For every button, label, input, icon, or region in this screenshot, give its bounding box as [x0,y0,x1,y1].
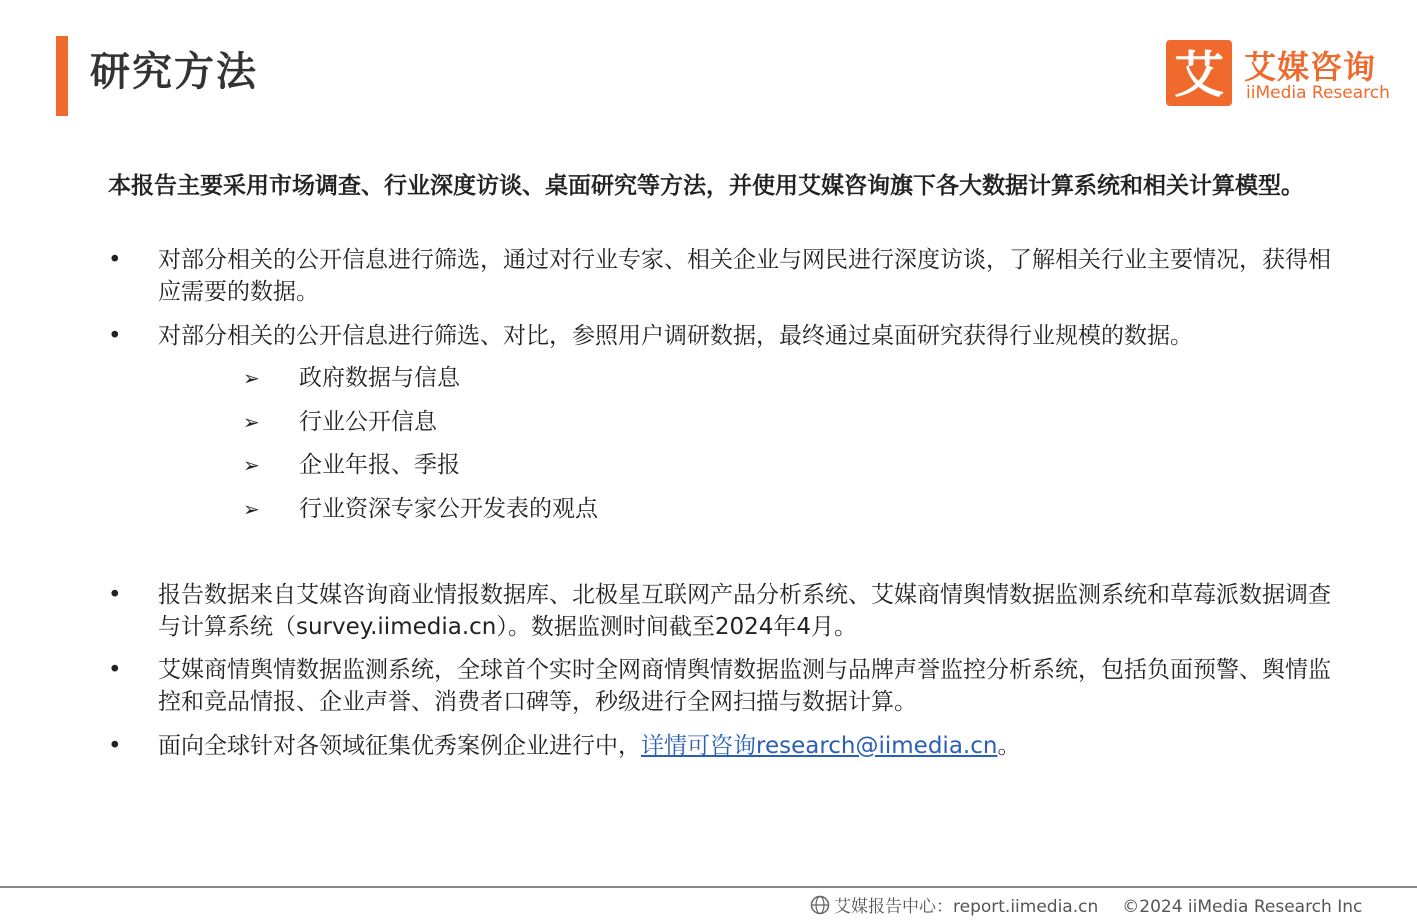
sub-item-text: 政府数据与信息 [299,365,460,391]
brand-logo [1166,38,1396,108]
footer [810,892,1362,920]
logo-mark-icon [1166,40,1232,106]
bullet-dot: • [108,247,122,273]
contact-email-link[interactable]: 详情可咨询research@iimedia.cn [641,733,998,759]
title-accent-bar [56,36,68,116]
arrow-bullet-icon: ➢ [243,497,260,521]
sub-item-text: 行业资深专家公开发表的观点 [299,496,598,522]
bullet-text: 报告数据来自艾媒咨询商业情报数据库、北极星互联网产品分析系统、艾媒商情舆情数据监测系统和草莓派数据调查与计算系统（survey.iimedia.cn）。数据监测时间截至2024年4月。 [158,582,1331,640]
page-title: 研究方法 [90,49,258,95]
bullet-dot: • [108,582,122,608]
logo-en-name: iiMedia Research [1246,83,1390,103]
bullet-dot: • [108,733,122,759]
contact-suffix: 。 [997,733,1021,759]
bullet-text: 对部分相关的公开信息进行筛选、对比，参照用户调研数据，最终通过桌面研究获得行业规模的数据。 [158,323,1193,349]
sub-item-text: 行业公开信息 [299,409,437,435]
footer-copyright: ©2024 iiMedia Research Inc [1122,897,1363,917]
arrow-bullet-icon: ➢ [243,453,260,477]
logo-cn-name: 艾媒咨询 [1244,48,1377,86]
arrow-bullet-icon: ➢ [243,366,260,390]
bullet-text: 对部分相关的公开信息进行筛选，通过对行业专家、相关企业与网民进行深度访谈，了解相关行业主要情况，获得相应需要的数据。 [158,247,1331,305]
intro-paragraph: 本报告主要采用市场调查、行业深度访谈、桌面研究等方法，并使用艾媒咨询旗下各大数据计算系统和相关计算模型。 [108,173,1304,199]
contact-prefix: 面向全球针对各领域征集优秀案例企业进行中， [158,733,641,759]
footer-report-center: 艾媒报告中心：report.iimedia.cn [834,897,1099,917]
bullet-text [158,730,1348,762]
arrow-bullet-icon: ➢ [243,410,260,434]
footer-divider [0,886,1417,888]
globe-icon [810,895,830,920]
bullet-dot: • [108,657,122,683]
bullet-text: 艾媒商情舆情数据监测系统，全球首个实时全网商情舆情数据监测与品牌声誉监控分析系统，包括负面预警、舆情监控和竞品情报、企业声誉、消费者口碑等，秒级进行全网扫描与数据计算。 [158,657,1331,715]
sub-item-text: 企业年报、季报 [299,452,460,478]
bullet-dot: • [108,323,122,349]
logo-mark-char: 艾 [1174,46,1224,104]
